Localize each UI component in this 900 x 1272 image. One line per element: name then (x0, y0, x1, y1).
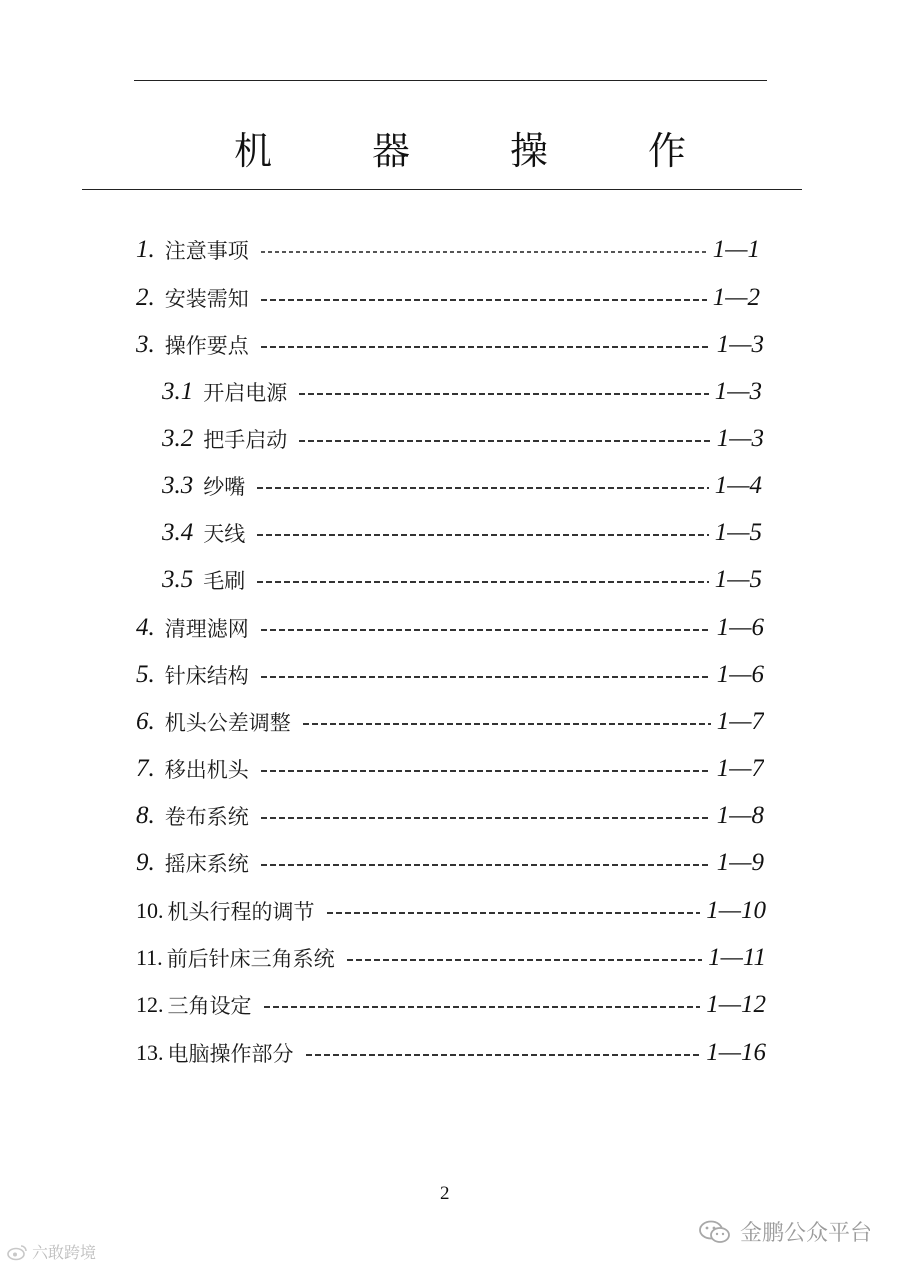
toc-entry[interactable] (136, 281, 760, 315)
toc-page: 1—5 (714, 519, 762, 546)
watermark-left-text: 六敢跨境 (32, 1243, 97, 1262)
toc-number: 4. (136, 614, 155, 641)
toc-entry[interactable] (136, 941, 766, 975)
toc-entry[interactable] (136, 233, 760, 267)
toc-leader (299, 393, 709, 395)
toc-label: 机头公差调整 (164, 711, 291, 735)
title-underline-rule (82, 189, 802, 190)
toc-leader (327, 912, 701, 914)
toc-page: 1—11 (708, 944, 766, 971)
toc-page: 1—9 (716, 849, 764, 876)
toc-leader (261, 817, 711, 819)
toc-label: 安装需知 (164, 287, 249, 311)
toc-page: 1—1 (712, 236, 760, 263)
toc-page: 1—7 (716, 755, 764, 782)
toc-page: 1—3 (714, 378, 762, 405)
toc-label: 卷布系统 (164, 805, 249, 829)
toc-label: 移出机头 (164, 758, 249, 782)
toc-label: 毛刷 (203, 569, 246, 593)
toc-page: 1—7 (716, 708, 764, 735)
toc-label: 清理滤网 (164, 617, 249, 641)
title-char: 作 (647, 128, 686, 173)
toc-number: 13. (136, 1040, 164, 1065)
toc-label: 纱嘴 (203, 475, 246, 499)
toc-number: 3.4 (162, 519, 194, 546)
toc-number: 1. (136, 236, 155, 263)
toc-leader (261, 299, 707, 301)
toc-entry[interactable] (136, 846, 764, 880)
toc-leader (257, 534, 709, 536)
toc-page: 1—3 (716, 425, 764, 452)
toc-entry[interactable] (162, 563, 762, 597)
toc-page: 1—3 (716, 331, 764, 358)
toc-leader (261, 346, 711, 348)
weibo-icon (6, 1243, 28, 1261)
toc-leader (347, 959, 702, 961)
toc-page: 1—16 (706, 1039, 766, 1066)
toc-entry[interactable] (136, 1036, 766, 1070)
toc-entry[interactable] (162, 422, 764, 456)
toc-page: 1—12 (706, 991, 766, 1018)
toc-label: 机头行程的调节 (167, 900, 315, 924)
toc-number: 2. (136, 284, 155, 311)
toc-label: 三角设定 (167, 994, 252, 1018)
wechat-icon (698, 1219, 732, 1245)
toc-entry[interactable] (136, 799, 764, 833)
toc-label: 开启电源 (203, 381, 288, 405)
title-char: 操 (509, 128, 548, 173)
toc-label: 注意事项 (164, 239, 249, 263)
toc-leader (261, 251, 707, 252)
page-title (200, 122, 720, 172)
toc-label: 针床结构 (164, 664, 249, 688)
toc-entry[interactable] (136, 328, 764, 362)
toc-leader (261, 676, 711, 678)
toc-page: 1—2 (712, 284, 760, 311)
toc-number: 3.2 (162, 425, 194, 452)
watermark-right (698, 1216, 872, 1247)
toc-page: 1—6 (716, 661, 764, 688)
toc-entry[interactable] (136, 611, 764, 645)
toc-label: 前后针床三角系统 (166, 947, 335, 971)
toc-entry[interactable] (136, 658, 764, 692)
toc-entry[interactable] (162, 516, 762, 550)
toc-page: 1—10 (706, 897, 766, 924)
toc-number: 3.1 (162, 378, 194, 405)
toc-number: 8. (136, 802, 155, 829)
toc-entry[interactable] (136, 752, 764, 786)
toc-number: 7. (136, 755, 155, 782)
toc-page: 1—5 (714, 566, 762, 593)
watermark-right-text: 金鹏公众平台 (740, 1221, 873, 1246)
toc-page: 1—6 (716, 614, 764, 641)
toc-leader (264, 1006, 701, 1008)
toc-leader (303, 723, 711, 725)
toc-number: 10. (136, 898, 164, 923)
toc-number: 3. (136, 331, 155, 358)
toc-leader (261, 864, 711, 866)
toc-entry[interactable] (136, 705, 764, 739)
toc-leader (299, 440, 711, 442)
toc-label: 电脑操作部分 (167, 1042, 294, 1066)
toc-leader (261, 770, 711, 772)
top-rule (134, 80, 767, 81)
toc-leader (261, 629, 711, 631)
toc-entry[interactable] (162, 375, 762, 409)
toc-entry[interactable] (136, 988, 766, 1022)
toc-number: 11. (136, 945, 163, 970)
title-char: 机 (234, 128, 273, 173)
toc-number: 9. (136, 849, 155, 876)
toc-leader (257, 487, 709, 489)
toc-number: 5. (136, 661, 155, 688)
toc-label: 摇床系统 (164, 852, 249, 876)
toc-entry[interactable] (162, 469, 762, 503)
toc-label: 操作要点 (164, 334, 249, 358)
toc-page: 1—8 (716, 802, 764, 829)
watermark-left (6, 1240, 96, 1263)
toc-number: 12. (136, 992, 164, 1017)
toc-label: 把手启动 (203, 428, 288, 452)
title-char: 器 (371, 128, 410, 173)
page-number: 2 (440, 1183, 450, 1204)
toc-number: 3.5 (162, 566, 194, 593)
toc-number: 6. (136, 708, 155, 735)
toc-leader (257, 581, 709, 583)
toc-number: 3.3 (162, 472, 194, 499)
toc-page: 1—4 (714, 472, 762, 499)
toc-label: 天线 (203, 522, 246, 546)
toc-leader (306, 1054, 701, 1056)
toc-entry[interactable] (136, 894, 766, 928)
